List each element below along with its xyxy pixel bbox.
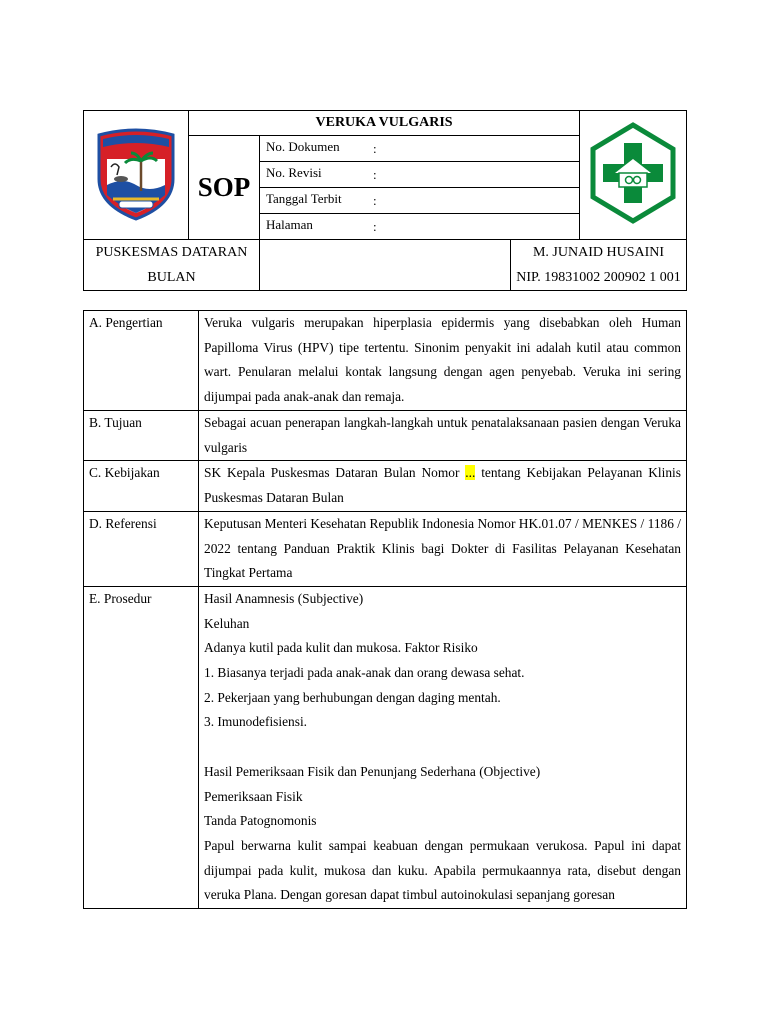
field-tanggal-terbit	[260, 188, 580, 214]
signer-name: M. JUNAID HUSAINI	[532, 245, 665, 260]
sop-content-table	[83, 310, 687, 909]
section-text: Keputusan Menteri Kesehatan Republik Indonesia Nomor HK.01.07 / MENKES / 1186 / 2022 tentang Panduan Praktik Klinis bagi Dokter di Fasilitas Pelayanan Kesehatan Tingkat Pertama	[199, 511, 687, 586]
section-pengertian	[84, 311, 687, 411]
section-tujuan	[84, 411, 687, 461]
section-text	[199, 461, 687, 511]
field-value: :	[373, 218, 377, 234]
pemeriksaan-heading: Pemeriksaan Fisik	[204, 788, 303, 804]
field-label: No. Dokumen	[266, 138, 340, 154]
section-referensi	[84, 511, 687, 586]
section-text	[199, 586, 687, 908]
section-label: C. Kebijakan	[84, 461, 199, 511]
left-logo-cell	[84, 111, 189, 240]
list-item: 1. Biasanya terjadi pada anak-anak dan orang dewasa sehat.	[204, 665, 525, 681]
sop-header-table	[83, 110, 687, 291]
puskesmas-logo	[589, 121, 677, 225]
field-no-revisi	[260, 162, 580, 188]
kebijakan-text-after: tentang Kebijakan Pelayanan Klinis Puskesmas Dataran Bulan	[204, 465, 681, 506]
list-item: 3. Imunodefisiensi.	[204, 714, 308, 730]
tanda-heading: Tanda Patognomonis	[204, 813, 317, 829]
field-label: Halaman	[266, 216, 313, 232]
spacer	[204, 735, 681, 760]
subjective-title: Hasil Anamnesis (Subjective)	[204, 590, 364, 606]
risk-factor-list	[204, 661, 681, 735]
keluhan-heading: Keluhan	[204, 615, 250, 631]
signer-block	[511, 240, 687, 291]
section-label: E. Prosedur	[84, 586, 199, 908]
tanda-text: Papul berwarna kulit sampai keabuan dengan permukaan verukosa. Papul ini dapat dijumpai pada kulit, mukosa dan kuku. Apabila permukaannya rata, disebut dengan veruka Plana. Dengan goresan dapat timbul autoinokulasi sepanjang goresan	[204, 837, 681, 903]
section-label: D. Referensi	[84, 511, 199, 586]
blank-cell	[260, 240, 511, 291]
puskesmas-line2: BULAN	[147, 270, 196, 285]
field-halaman	[260, 214, 580, 240]
field-label: Tanggal Terbit	[266, 190, 342, 206]
field-no-dokumen	[260, 136, 580, 162]
section-label: A. Pengertian	[84, 311, 199, 411]
section-prosedur	[84, 586, 687, 908]
objective-title: Hasil Pemeriksaan Fisik dan Penunjang Sederhana (Objective)	[204, 763, 541, 779]
puskesmas-name	[84, 240, 260, 291]
section-text: Sebagai acuan penerapan langkah-langkah untuk penatalaksanaan pasien dengan Veruka vulgaris	[199, 411, 687, 461]
section-text: Veruka vulgaris merupakan hiperplasia epidermis yang disebabkan oleh Human Papilloma Virus (HPV) tipe tertentu. Sinonim penyakit ini adalah kutil atau common wart. Penularan melalui kontak langsung dengan agen penyebab. Veruka ini sering dijumpai pada anak-anak dan remaja.	[199, 311, 687, 411]
tojo-una-una-logo	[93, 125, 179, 221]
document-title: VERUKA VULGARIS	[189, 111, 580, 136]
field-value: :	[373, 140, 377, 156]
section-label: B. Tujuan	[84, 411, 199, 461]
list-item: 2. Pekerjaan yang berhubungan dengan daging mentah.	[204, 689, 501, 705]
signer-nip: NIP. 19831002 200902 1 001	[516, 270, 681, 285]
keluhan-text: Adanya kutil pada kulit dan mukosa. Faktor Risiko	[204, 640, 478, 656]
kebijakan-highlight: ...	[465, 465, 476, 481]
sop-label: SOP	[189, 136, 260, 240]
puskesmas-line1: PUSKESMAS DATARAN	[95, 245, 248, 260]
section-kebijakan	[84, 461, 687, 511]
kebijakan-text-before: SK Kepala Puskesmas Dataran Bulan Nomor	[204, 465, 466, 481]
right-logo-cell	[580, 111, 687, 240]
field-value: :	[373, 166, 377, 182]
field-label: No. Revisi	[266, 164, 322, 180]
field-value: :	[373, 192, 377, 208]
